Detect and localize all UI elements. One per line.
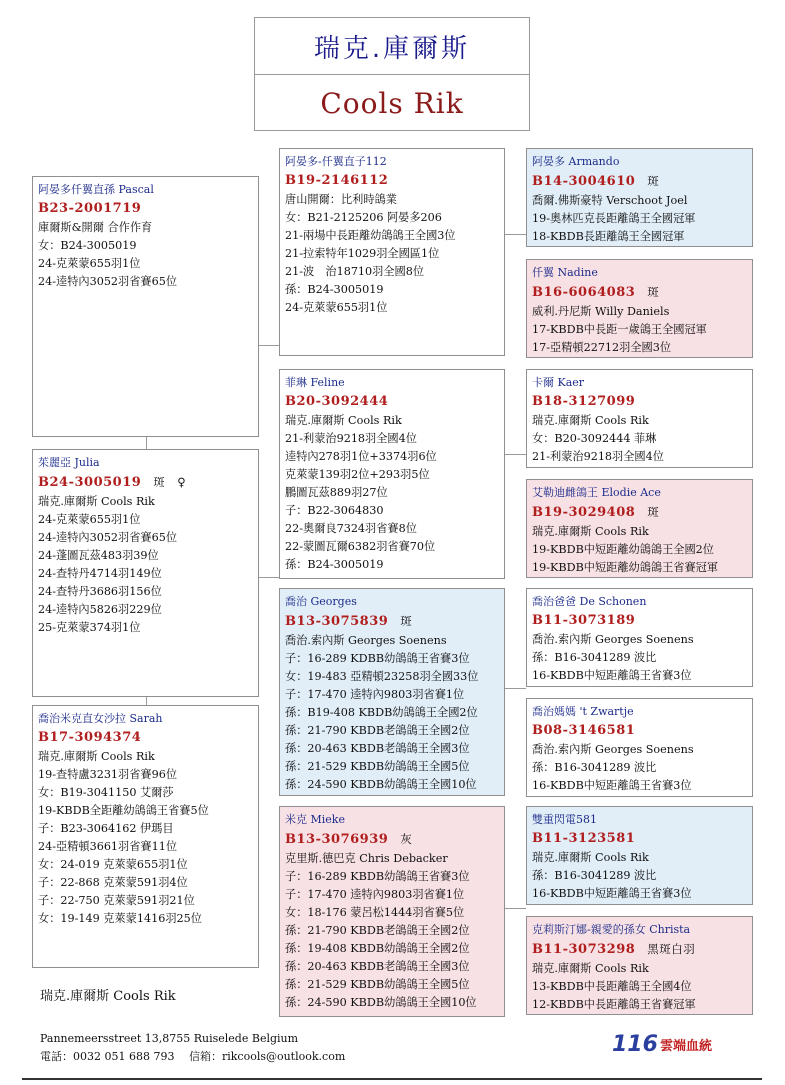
site-logo[interactable]	[612, 1032, 712, 1057]
pedigree-card-sire-sire	[279, 148, 505, 356]
ring-number: B14-3004610 斑	[532, 174, 660, 189]
bird-note: 孫：B24-3005019	[285, 283, 384, 296]
bird-note: 喬治.索內斯 Georges Soenens	[285, 634, 447, 647]
bird-note: 女：B19-3041150 艾爾莎	[38, 786, 174, 799]
bird-note: 21-兩場中長距離幼鴿鴿王全國3位	[285, 229, 456, 242]
bird-color: 斑 ♀	[153, 475, 187, 489]
bird-note: 女：18-176 蒙呂松1444羽省賽5位	[285, 906, 465, 919]
ring-number: B13-3076939 灰	[285, 832, 413, 847]
bird-note: 21-波 治18710羽全國8位	[285, 265, 425, 278]
bird-note: 威利.丹尼斯 Willy Daniels	[532, 305, 670, 318]
bird-note: 22-奧爾良7324羽省賽8位	[285, 522, 417, 535]
bird-note: 瑞克.庫爾斯 Cools Rik	[532, 962, 649, 975]
bird-note: 17-亞精頓22712羽全國3位	[532, 341, 672, 354]
ring-number: B24-3005019 斑 ♀	[38, 475, 187, 490]
bird-note: 19-KBDB中短距離幼鴿鴿王全國2位	[532, 543, 714, 556]
bird-note: 22-蒙圖瓦爾6382羽省賽70位	[285, 540, 436, 553]
bird-note: 孫：21-790 KBDB老鴿鴿王全國2位	[285, 924, 470, 937]
bird-note: 16-KBDB中短距離鴿王省賽3位	[532, 669, 692, 682]
bird-name: 菲琳 Feline	[285, 376, 345, 389]
bird-color: 斑	[647, 174, 660, 188]
bird-note: 孫：24-590 KBDB幼鴿鴿王全國10位	[285, 996, 477, 1009]
bird-name: 喬治米克直女沙拉 Sarah	[38, 712, 163, 725]
bird-note: 24-查特丹4714羽149位	[38, 567, 162, 580]
bird-note: 庫爾斯&開爾 合作作育	[38, 221, 153, 234]
logo-number: 116	[612, 1032, 658, 1057]
bird-note: 女：19-149 克萊蒙1416羽25位	[38, 912, 202, 925]
ring-number: B20-3092444	[285, 394, 389, 409]
logo-text: 雲端血統	[659, 1039, 712, 1054]
bird-note: 子：22-750 克萊蒙591羽21位	[38, 894, 195, 907]
bird-name: 阿晏多 Armando	[532, 155, 620, 168]
pedigree-card-sire	[32, 176, 259, 437]
bird-note: 子：22-868 克萊蒙591羽4位	[38, 876, 188, 889]
owner-signature: 瑞克.庫爾斯 Cools Rik	[40, 989, 176, 1004]
bird-note: 孫：B16-3041289 波比	[532, 651, 657, 664]
bird-note: 克里斯.德巴克 Chris Debacker	[285, 852, 448, 865]
bird-note: 17-KBDB中長距一歲鴿王全國冠軍	[532, 323, 707, 336]
bird-name: 仟翼 Nadine	[532, 266, 598, 279]
bird-note: 24-蓬圖瓦茲483羽39位	[38, 549, 159, 562]
title-box	[254, 17, 530, 131]
bird-note: 24-克萊蒙655羽1位	[38, 513, 141, 526]
bird-note: 女：24-019 克萊蒙655羽1位	[38, 858, 188, 871]
pedigree-card-g3	[526, 369, 753, 468]
bird-name: 克莉斯汀娜-親愛的孫女 Christa	[532, 923, 691, 936]
bird-note: 18-KBDB長距離鴿王全國冠軍	[532, 230, 685, 243]
bird-note: 24-逵特內3052羽省賽65位	[38, 531, 178, 544]
bird-note: 24-克萊蒙655羽1位	[285, 301, 388, 314]
bird-name: 喬治 Georges	[285, 595, 357, 608]
pedigree-card-g8	[526, 916, 753, 1015]
bird-note: 25-克萊蒙374羽1位	[38, 621, 141, 634]
bird-note: 21-拉索特年1029羽全國區1位	[285, 247, 440, 260]
connector-line	[504, 454, 526, 455]
ring-number: B18-3127099	[532, 394, 636, 409]
bird-note: 瑞克.庫爾斯 Cools Rik	[532, 414, 649, 427]
bird-note: 瑞克.庫爾斯 Cools Rik	[532, 851, 649, 864]
bird-note: 24-克萊蒙655羽1位	[38, 257, 141, 270]
bird-color: 灰	[400, 832, 413, 846]
footer-phone-email: 電話：0032 051 688 793 信箱：rikcools@outlook.com	[40, 1050, 346, 1063]
bird-name: 茱麗亞 Julia	[38, 456, 100, 469]
bird-note: 16-KBDB中短距離鴿王省賽3位	[532, 779, 692, 792]
bird-note: 唐山開爾：比利時鴿業	[285, 193, 397, 206]
connector-line	[259, 345, 279, 346]
bird-color: 斑	[400, 614, 413, 628]
bird-note: 孫：21-529 KBDB幼鴿鴿王全國5位	[285, 978, 470, 991]
bird-note: 喬爾.佛斯豪特 Verschoot Joel	[532, 194, 688, 207]
bird-name: 卡爾 Kaer	[532, 376, 585, 389]
bird-note: 子：17-470 逵特內9803羽省賽1位	[285, 688, 465, 701]
bird-note: 24-逵特內5826羽229位	[38, 603, 162, 616]
bird-note: 孫：21-790 KBDB老鴿鴿王全國2位	[285, 724, 470, 737]
bird-note: 孫：B24-3005019	[285, 558, 384, 571]
bird-note: 子：B22-3064830	[285, 504, 384, 517]
owner-name-english: Cools Rik	[320, 86, 464, 120]
pedigree-card-g1	[526, 148, 753, 247]
bird-note: 24-亞精頓3661羽省賽11位	[38, 840, 178, 853]
bird-note: 瑞克.庫爾斯 Cools Rik	[285, 414, 402, 427]
ring-number: B13-3075839 斑	[285, 614, 413, 629]
bottom-divider	[22, 1078, 762, 1080]
pedigree-card-sire-dam	[279, 369, 505, 579]
pedigree-card-dam	[32, 449, 259, 697]
bird-note: 女：B21-2125206 阿晏多206	[285, 211, 442, 224]
bird-note: 16-KBDB中短距離鴿王省賽3位	[532, 887, 692, 900]
bird-note: 瑞克.庫爾斯 Cools Rik	[38, 750, 155, 763]
bird-note: 孫：19-408 KBDB幼鴿鴿王全國2位	[285, 942, 470, 955]
bird-name: 喬治爸爸 De Schonen	[532, 595, 647, 608]
bird-note: 孫：20-463 KBDB老鴿鴿王全國3位	[285, 742, 470, 755]
bird-color: 黑斑白羽	[647, 942, 696, 956]
bird-note: 瑞克.庫爾斯 Cools Rik	[38, 495, 155, 508]
pedigree-card-dam-dam-main	[279, 806, 505, 1017]
connector-line	[259, 577, 279, 578]
bird-note: 子：16-289 KBDB幼鴿鴿王省賽3位	[285, 870, 470, 883]
pedigree-card-dam-dam	[32, 705, 259, 968]
pedigree-card-g6	[526, 698, 753, 797]
connector-line	[504, 908, 526, 909]
bird-note: 子：16-289 KDBB幼鴿鴿王省賽3位	[285, 652, 470, 665]
connector-line	[146, 697, 147, 705]
connector-line	[146, 437, 147, 449]
bird-note: 孫：20-463 KBDB老鴿鴿王全國3位	[285, 960, 470, 973]
bird-note: 孫：B16-3041289 波比	[532, 761, 657, 774]
bird-note: 21-利蒙治9218羽全國4位	[532, 450, 664, 463]
pedigree-card-g5	[526, 588, 753, 687]
ring-number: B17-3094374	[38, 730, 142, 745]
bird-note: 19-KBDB全距離幼鴿鴿王省賽5位	[38, 804, 209, 817]
bird-note: 21-利蒙治9218羽全國4位	[285, 432, 417, 445]
bird-color: 斑	[647, 505, 660, 519]
bird-note: 孫：21-529 KBDB幼鴿鴿王全國5位	[285, 760, 470, 773]
bird-name: 阿晏多仟翼直孫 Pascal	[38, 183, 154, 196]
bird-note: 孫：B16-3041289 波比	[532, 869, 657, 882]
bird-note: 克萊蒙139羽2位+293羽5位	[285, 468, 430, 481]
ring-number: B19-3029408 斑	[532, 505, 660, 520]
pedigree-card-g2	[526, 259, 753, 358]
bird-note: 女：B24-3005019	[38, 239, 137, 252]
footer-address: Pannemeersstreet 13,8755 Ruiselede Belgium	[40, 1032, 299, 1045]
owner-name-chinese: 瑞克.庫爾斯	[255, 18, 529, 75]
pedigree-card-g7	[526, 806, 753, 905]
bird-note: 瑞克.庫爾斯 Cools Rik	[532, 525, 649, 538]
ring-number: B11-3123581	[532, 831, 636, 846]
bird-note: 24-逵特內3052羽省賽65位	[38, 275, 178, 288]
bird-note: 子：B23-3064162 伊瑪目	[38, 822, 174, 835]
bird-note: 喬治.索內斯 Georges Soenens	[532, 633, 694, 646]
bird-note: 女：19-483 亞精頓23258羽全國33位	[285, 670, 479, 683]
pedigree-card-g4	[526, 479, 753, 578]
ring-number: B11-3073189	[532, 613, 636, 628]
ring-number: B19-2146112	[285, 173, 389, 188]
bird-name: 雙重閃電581	[532, 813, 597, 826]
connector-line	[504, 234, 526, 235]
bird-note: 12-KBDB中長距離鴿王省賽冠軍	[532, 998, 696, 1011]
bird-color: 斑	[647, 285, 660, 299]
bird-note: 24-查特丹3686羽156位	[38, 585, 162, 598]
bird-note: 喬治.索內斯 Georges Soenens	[532, 743, 694, 756]
pedigree-card-dam-sire	[279, 588, 505, 796]
bird-name: 阿晏多-仟翼直子112	[285, 155, 387, 168]
bird-note: 子：17-470 逵特內9803羽省賽1位	[285, 888, 465, 901]
bird-note: 孫：24-590 KBDB幼鴿鴿王全國10位	[285, 778, 477, 791]
bird-note: 逵特內278羽1位+3374羽6位	[285, 450, 437, 463]
bird-name: 米克 Mieke	[285, 813, 345, 826]
bird-note: 19-查特盧3231羽省賽96位	[38, 768, 178, 781]
bird-note: 孫：B19-408 KBDB幼鴿鴿王全國2位	[285, 706, 478, 719]
connector-line	[504, 688, 526, 689]
bird-name: 艾勒迪雌鴿王 Elodie Ace	[532, 486, 661, 499]
bird-note: 鵬圖瓦茲889羽27位	[285, 486, 388, 499]
ring-number: B23-2001719	[38, 201, 142, 216]
ring-number: B08-3146581	[532, 723, 636, 738]
footer-contact	[40, 1030, 345, 1066]
ring-number: B16-6064083 斑	[532, 285, 660, 300]
ring-number: B11-3073298 黑斑白羽	[532, 942, 696, 957]
bird-note: 13-KBDB中長距離鴿王全國4位	[532, 980, 692, 993]
bird-note: 女：B20-3092444 菲琳	[532, 432, 657, 445]
bird-note: 19-奧林匹克長距離鴿王全國冠軍	[532, 212, 696, 225]
bird-note: 19-KBDB中短距離幼鴿鴿王省賽冠軍	[532, 561, 719, 574]
bird-name: 喬治媽媽 't Zwartje	[532, 705, 634, 718]
